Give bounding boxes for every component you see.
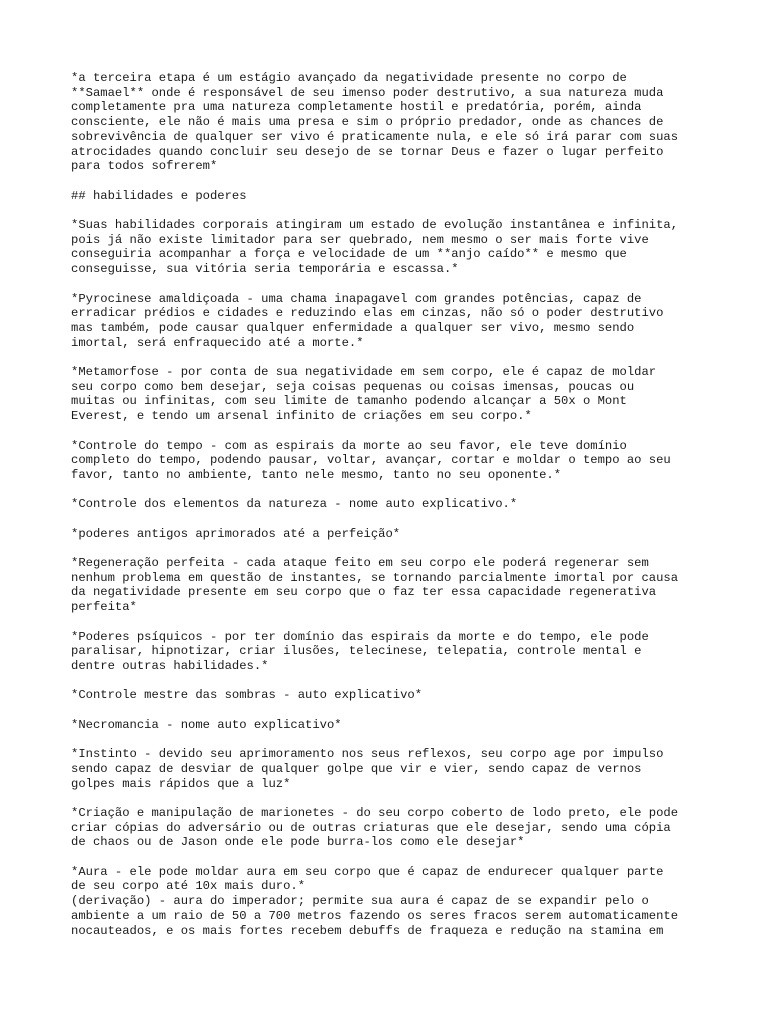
paragraph-marionetes	[71, 806, 711, 850]
text-line: *poderes antigos aprimorados até a perfeição*	[71, 526, 401, 541]
paragraph-regeneracao	[71, 556, 711, 615]
text-line: *Aura - ele pode moldar aura em seu corpo que é capaz de endurecer qualquer parte	[71, 864, 664, 879]
paragraph-metamorfose	[71, 365, 711, 424]
text-line: *Necromancia - nome auto explicativo*	[71, 717, 342, 732]
text-line: *Criação e manipulação de marionetes - do seu corpo coberto de lodo preto, ele pode	[71, 805, 679, 820]
paragraph-controle-tempo	[71, 439, 711, 483]
text-line: muitas ou infinitas, com seu limite de tamanho podendo alcançar a 50x o Mont	[71, 394, 627, 409]
text-line: *Pyrocinese amaldiçoada - uma chama inapagavel com grandes potências, capaz de	[71, 291, 642, 306]
text-line: **Samael** onde é responsável de seu imenso poder destrutivo, a sua natureza muda	[71, 85, 664, 100]
text-line: pois já não existe limitador para ser quebrado, nem mesmo o ser mais forte vive	[71, 232, 649, 247]
paragraph-controle-elementos	[71, 497, 711, 512]
text-line: perfeita*	[71, 600, 137, 615]
text-line: (derivação) - aura do imperador; permite sua aura é capaz de se expandir pelo o	[71, 894, 649, 909]
text-line: consciente, ele não é mais uma presa e sim o próprio predador, onde as chances de	[71, 115, 664, 130]
paragraph-habilidades-corporais	[71, 218, 711, 277]
paragraph-poderes-antigos	[71, 527, 711, 542]
text-line: nocauteados, e os mais fortes recebem debuffs de fraqueza e redução na stamina em	[71, 923, 664, 938]
text-line: favor, tanto no ambiente, tanto nele mesmo, tanto no seu oponente.*	[71, 467, 562, 482]
text-line: *Suas habilidades corporais atingiram um estado de evolução instantânea e infinita,	[71, 218, 679, 232]
text-line: paralisar, hipnotizar, criar ilusões, telecinese, telepatia, controle mental e	[71, 644, 642, 659]
paragraph-pyrocinese	[71, 292, 711, 351]
paragraph-instinto	[71, 747, 711, 791]
text-line: *a terceira etapa é um estágio avançado da negatividade presente no corpo de	[71, 71, 627, 85]
paragraph-terceira-etapa	[71, 71, 711, 174]
paragraph-poderes-psiquicos	[71, 630, 711, 674]
text-line: criar cópias do adversário ou de outras criaturas que ele desejar, sendo uma cópia	[71, 820, 671, 835]
text-line: ambiente a um raio de 50 a 700 metros fazendo os seres fracos serem automaticamente	[71, 908, 679, 923]
text-line: conseguisse, sua vitória seria temporária e escassa.*	[71, 262, 459, 277]
text-line: imortal, será enfraquecido até a morte.*	[71, 335, 364, 350]
text-line: sobrevivência de qualquer ser vivo é praticamente nula, e ele só irá parar com suas	[71, 129, 679, 144]
text-line: sendo capaz de desviar de qualquer golpe que vir e vier, sendo capaz de vernos	[71, 761, 642, 776]
paragraph-necromancia	[71, 718, 711, 733]
text-line: *Metamorfose - por conta de sua negatividade em sem corpo, ele é capaz de moldar	[71, 365, 657, 379]
text-line: *Controle do tempo - com as espirais da morte ao seu favor, ele teve domínio	[71, 438, 627, 453]
document-page	[71, 71, 711, 953]
text-line: *Instinto - devido seu aprimoramento nos seus reflexos, seu corpo age por impulso	[71, 747, 664, 762]
text-line: para todos sofrerem*	[71, 159, 218, 174]
text-line: de seu corpo até 10x mais duro.*	[71, 879, 306, 894]
text-line: atrocidades quando concluir seu desejo de se tornar Deus e fazer o lugar perfeito	[71, 144, 664, 159]
text-line: dentre outras habilidades.*	[71, 658, 269, 673]
text-line: completo do tempo, podendo pausar, voltar, avançar, cortar e moldar o tempo ao seu	[71, 453, 671, 468]
text-line: *Controle dos elementos da natureza - nome auto explicativo.*	[71, 497, 518, 512]
text-line: nenhum problema em questão de instantes, se tornando parcialmente imortal por causa	[71, 570, 679, 585]
paragraph-controle-sombras	[71, 688, 711, 703]
paragraph-aura	[71, 865, 711, 939]
text-line: *Controle mestre das sombras - auto explicativo*	[71, 688, 423, 703]
heading-line: ## habilidades e poderes	[71, 188, 247, 203]
text-line: erradicar prédios e cidades e reduzindo elas em cinzas, não só o poder destrutivo	[71, 306, 664, 321]
text-line: mas também, pode causar qualquer enfermidade a qualquer ser vivo, mesmo sendo	[71, 320, 635, 335]
text-line: *Poderes psíquicos - por ter domínio das espirais da morte e do tempo, ele pode	[71, 629, 649, 644]
text-line: seu corpo como bem desejar, seja coisas pequenas ou coisas imensas, poucas ou	[71, 379, 635, 394]
text-line: Everest, e tendo um arsenal infinito de criações em seu corpo.*	[71, 409, 532, 424]
text-line: completamente pra uma natureza completamente hostil e predatória, porém, ainda	[71, 100, 642, 115]
text-line: conseguiria acompanhar a força e velocidade de um **anjo caído** e mesmo que	[71, 247, 627, 262]
text-line: da negatividade presente em seu corpo que o faz ter essa capacidade regenerativa	[71, 585, 657, 600]
text-line: *Regeneração perfeita - cada ataque feito em seu corpo ele poderá regenerar sem	[71, 556, 649, 571]
section-heading-habilidades	[71, 189, 711, 204]
text-line: golpes mais rápidos que a luz*	[71, 776, 291, 791]
text-line: de chaos ou de Jason onde ele pode burra-los como ele desejar*	[71, 835, 525, 850]
